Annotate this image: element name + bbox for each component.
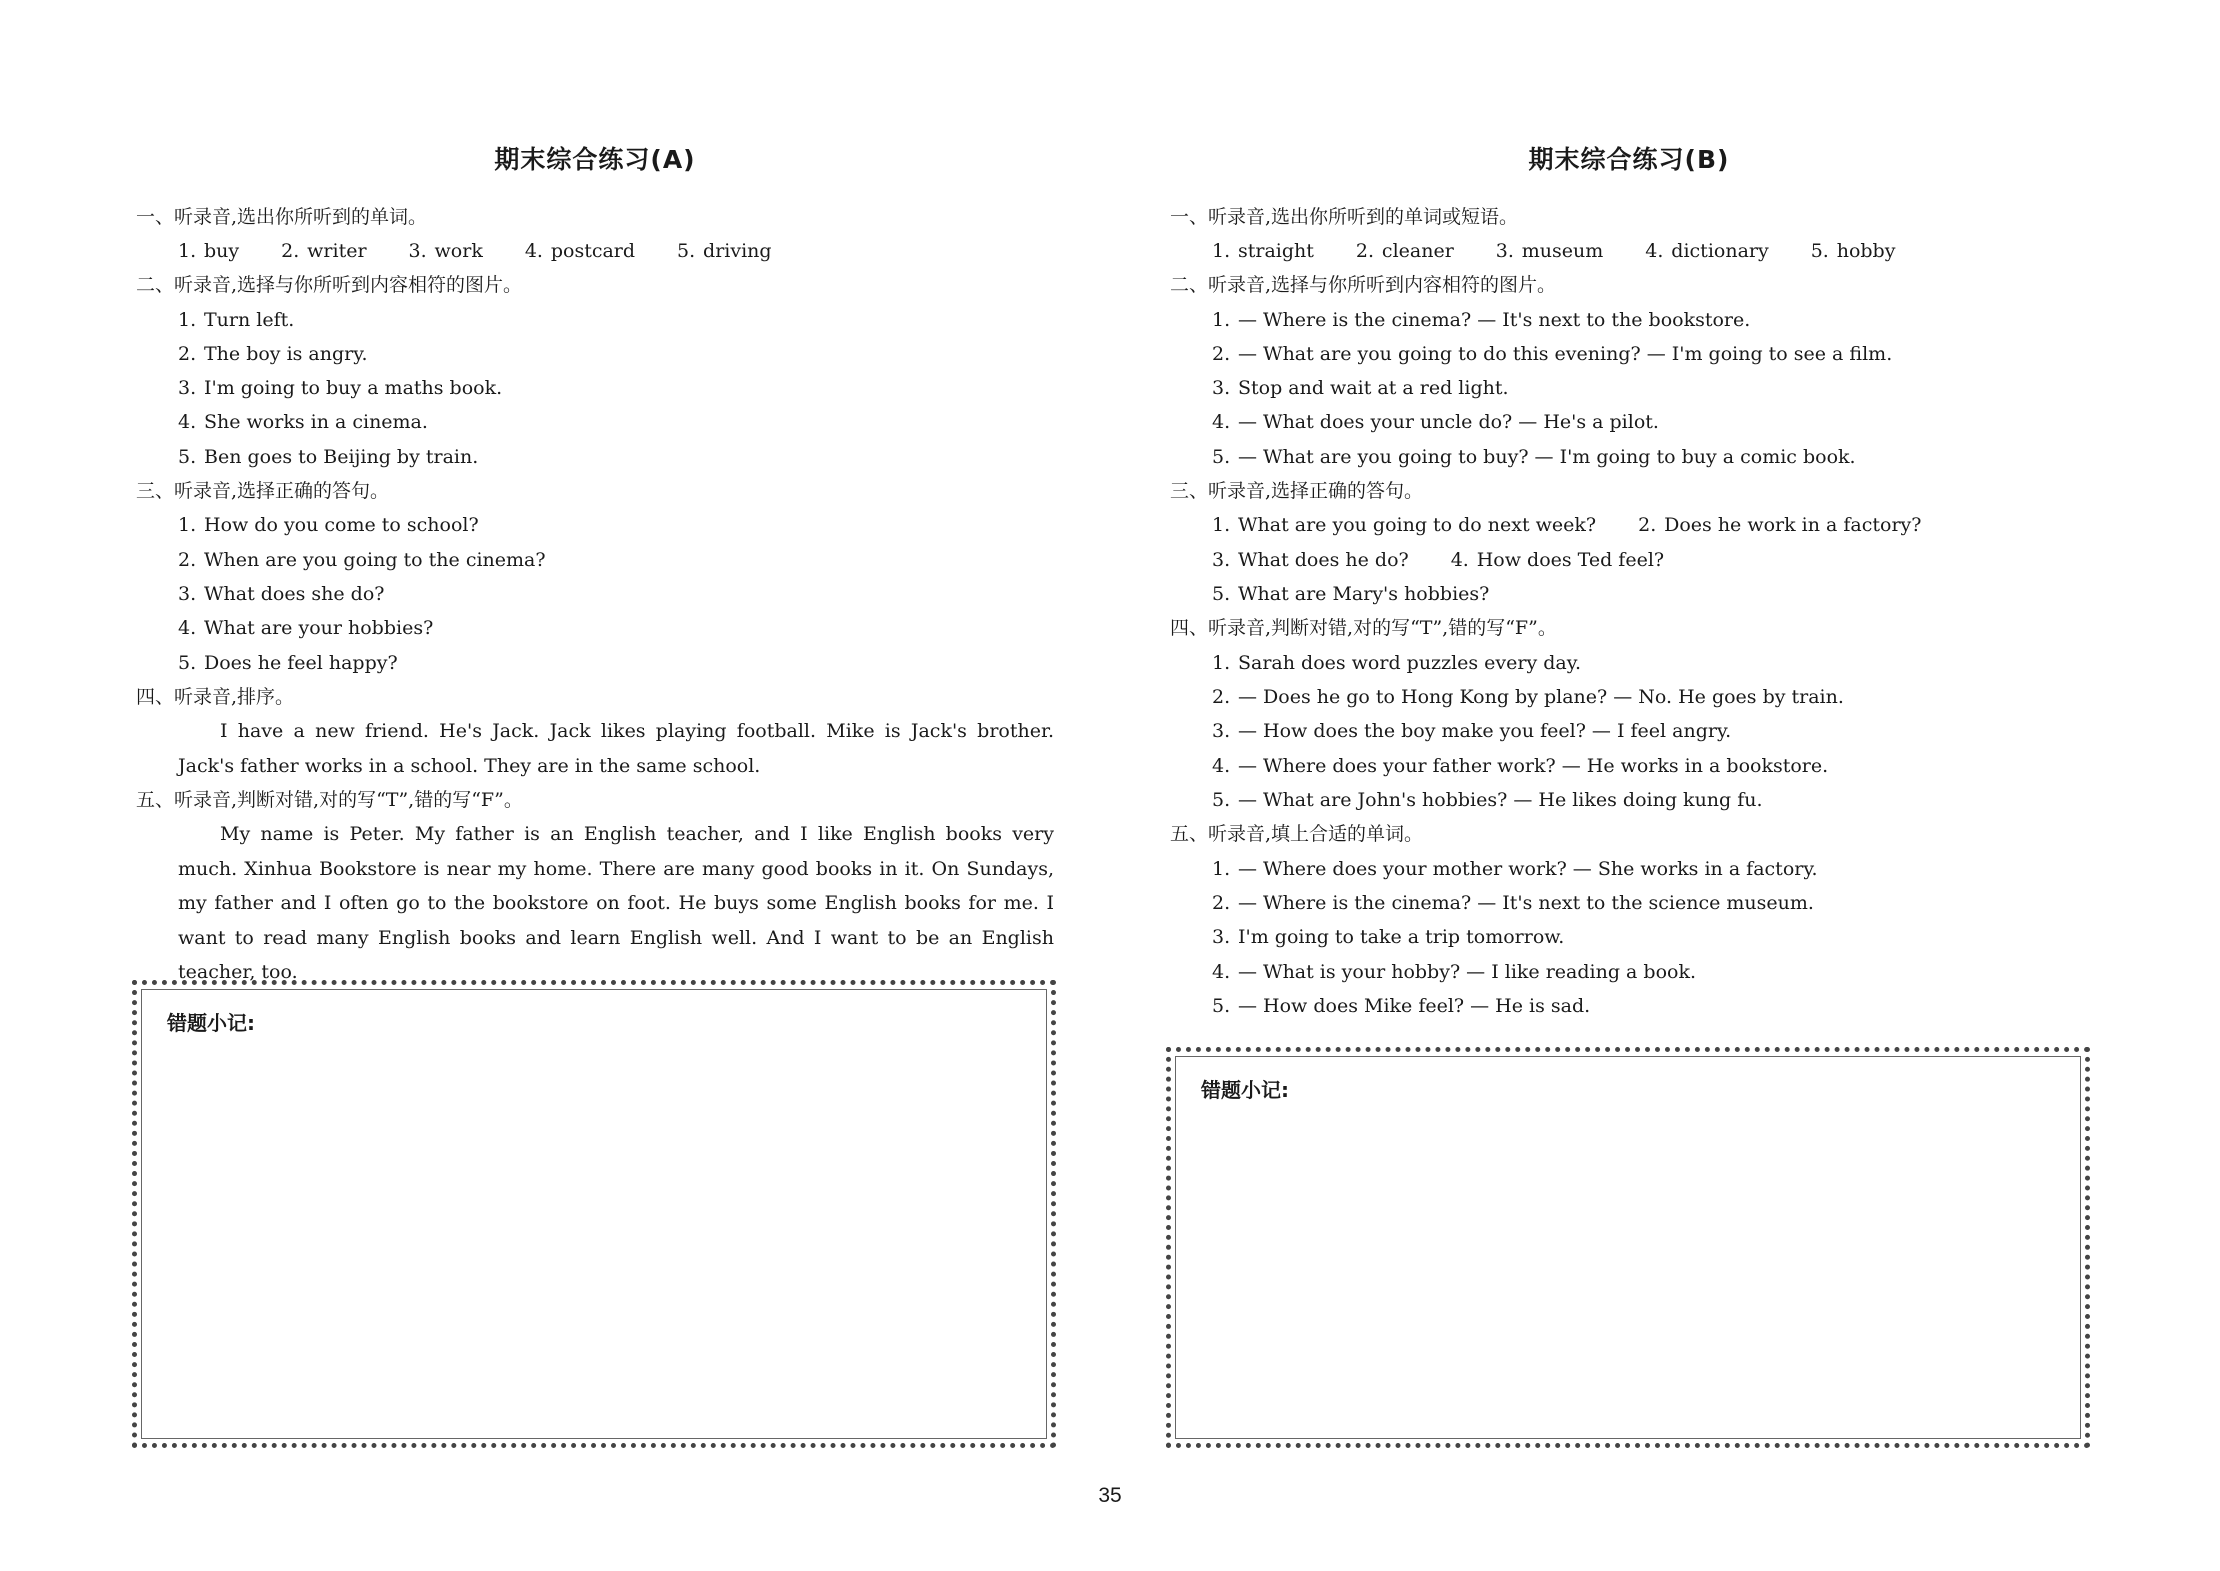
- list-item: 1. — Where does your mother work? — She works in a factory.: [1212, 858, 1818, 880]
- list-item: 2. — Does he go to Hong Kong by plane? — No. He goes by train.: [1212, 686, 1844, 708]
- list-item: 1. What are you going to do next week? 2. Does he work in a factory?: [1212, 514, 1922, 536]
- list-item: 2. The boy is angry.: [178, 343, 368, 365]
- b-section-1-words: 1. straight 2. cleaner 3. museum 4. dictionary 5. hobby: [1212, 240, 1896, 262]
- a-section-4-heading: 四、听录音,排序。: [136, 686, 295, 708]
- list-item: 1. — Where is the cinema? — It's next to the bookstore.: [1212, 309, 1751, 331]
- word-option: hobby: [1836, 240, 1896, 262]
- list-item: 1. How do you come to school?: [178, 514, 479, 536]
- list-item: 5. — How does Mike feel? — He is sad.: [1212, 995, 1591, 1017]
- word-option: cleaner: [1381, 240, 1454, 262]
- list-item: 4. — Where does your father work? — He works in a bookstore.: [1212, 755, 1829, 777]
- word-option: writer: [307, 240, 367, 262]
- exercise-a-title: 期末综合练习(A): [494, 145, 696, 174]
- list-item: 5. Ben goes to Beijing by train.: [178, 446, 479, 468]
- a-section-3-heading: 三、听录音,选择正确的答句。: [136, 480, 390, 502]
- mistake-notes-label: 错题小记:: [167, 1011, 255, 1035]
- list-item: 2. — What are you going to do this evening? — I'm going to see a film.: [1212, 343, 1893, 365]
- list-item: 4. What are your hobbies?: [178, 617, 434, 639]
- list-item: 3. I'm going to take a trip tomorrow.: [1212, 926, 1565, 948]
- a-section-1-words: 1. buy 2. writer 3. work 4. postcard 5. driving: [178, 240, 772, 262]
- list-item: 5. — What are you going to buy? — I'm going to buy a comic book.: [1212, 446, 1856, 468]
- b-section-2-heading: 二、听录音,选择与你所听到内容相符的图片。: [1170, 274, 1557, 296]
- list-item: 3. I'm going to buy a maths book.: [178, 377, 503, 399]
- list-item: 3. Stop and wait at a red light.: [1212, 377, 1509, 399]
- a-section-5-passage: My name is Peter. My father is an English teacher, and I like English books very much. Xinhua Bookstore is near my home. There are many good books in it. On Sundays, my father and I often go to the bookstore on foot. He buys some English books for me. I want to read many English books and learn English well. And I want to be an English teacher, too.: [178, 823, 1054, 983]
- word-option: straight: [1238, 240, 1314, 262]
- list-item: 5. — What are John's hobbies? — He likes doing kung fu.: [1212, 789, 1763, 811]
- b-section-1-heading: 一、听录音,选出你所听到的单词或短语。: [1170, 206, 1519, 228]
- list-item: 1. Sarah does word puzzles every day.: [1212, 652, 1582, 674]
- word-option: driving: [703, 240, 772, 262]
- word-option: buy: [204, 240, 240, 262]
- list-item: 4. — What does your uncle do? — He's a pilot.: [1212, 411, 1659, 433]
- list-item: 3. — How does the boy make you feel? — I feel angry.: [1212, 720, 1732, 742]
- list-item: 3. What does he do? 4. How does Ted feel?: [1212, 549, 1665, 571]
- a-section-1-heading: 一、听录音,选出你所听到的单词。: [136, 206, 428, 228]
- a-section-4-passage: I have a new friend. He's Jack. Jack likes playing football. Mike is Jack's brother. Jack's father works in a school. They are in the same school.: [178, 720, 1054, 777]
- list-item: 1. Turn left.: [178, 309, 295, 331]
- a-section-5-heading: 五、听录音,判断对错,对的写“T”,错的写“F”。: [136, 789, 523, 811]
- b-section-3-heading: 三、听录音,选择正确的答句。: [1170, 480, 1424, 502]
- word-option: work: [434, 240, 483, 262]
- word-option: dictionary: [1671, 240, 1769, 262]
- b-section-4-heading: 四、听录音,判断对错,对的写“T”,错的写“F”。: [1170, 617, 1557, 639]
- word-option: museum: [1521, 240, 1604, 262]
- list-item: 3. What does she do?: [178, 583, 385, 605]
- list-item: 4. — What is your hobby? — I like reading a book.: [1212, 961, 1696, 983]
- a-section-2-heading: 二、听录音,选择与你所听到内容相符的图片。: [136, 274, 523, 296]
- list-item: 4. She works in a cinema.: [178, 411, 428, 433]
- word-option: postcard: [550, 240, 636, 262]
- mistake-notes-box-a[interactable]: [132, 980, 1056, 1448]
- b-section-5-heading: 五、听录音,填上合适的单词。: [1170, 823, 1424, 845]
- exercise-b-title: 期末综合练习(B): [1528, 145, 1730, 174]
- list-item: 2. When are you going to the cinema?: [178, 549, 546, 571]
- list-item: 5. Does he feel happy?: [178, 652, 398, 674]
- mistake-notes-label: 错题小记:: [1201, 1078, 1289, 1102]
- list-item: 5. What are Mary's hobbies?: [1212, 583, 1490, 605]
- page-number: 35: [1098, 1484, 1122, 1507]
- list-item: 2. — Where is the cinema? — It's next to the science museum.: [1212, 892, 1814, 914]
- mistake-notes-box-b[interactable]: [1166, 1047, 2090, 1448]
